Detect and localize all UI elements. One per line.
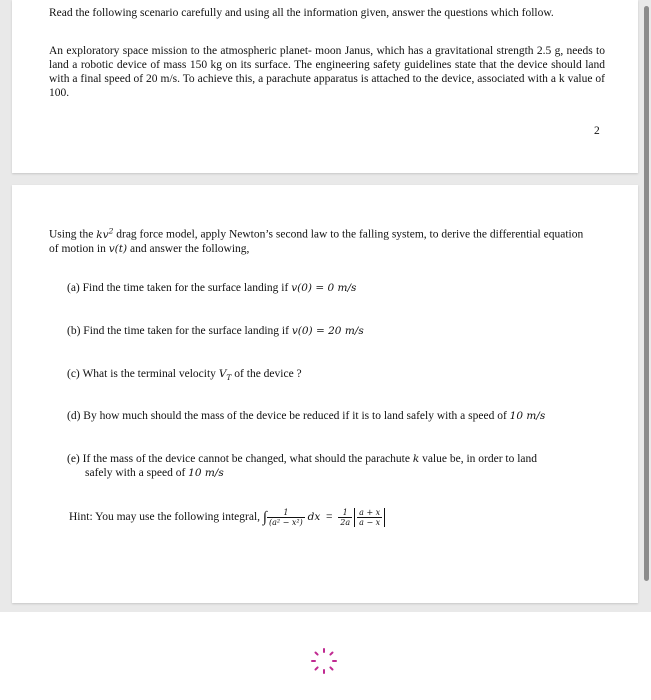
intro-part2: drag force model, apply Newton’s second law to the falling system, to derive the differential equation of motion in xyxy=(49,228,584,255)
question-b xyxy=(67,324,364,338)
hint-rhs-denominator: 2a xyxy=(340,518,351,527)
intro-part3: and answer the following, xyxy=(129,242,250,255)
instruction-text: Read the following scenario carefully and using all the information given, answer the questions which follow. xyxy=(49,7,554,19)
question-c-text: What is the terminal velocity xyxy=(82,368,216,380)
question-b-label: (b) xyxy=(67,325,81,337)
hint-equals: = xyxy=(326,511,333,524)
intro-kv2 xyxy=(96,226,114,241)
hint-denominator: (a² − x²) xyxy=(269,518,303,527)
hint-numerator: 1 xyxy=(267,508,305,518)
question-c-label: (c) xyxy=(67,368,80,380)
intro-part1: Using the xyxy=(49,228,94,241)
hint-rhs-numerator: 1 xyxy=(338,508,352,518)
question-d-label: (d) xyxy=(67,410,81,422)
question-d xyxy=(67,409,627,423)
hint xyxy=(69,508,385,527)
page-1 xyxy=(12,0,638,173)
scenario-text: An exploratory space mission to the atmospheric planet- moon Janus, which has a gravitational strength 2.5 g, needs to land a robotic device of mass 150 kg on its surface. The engineering safety guidelines state that the device should land with a final speed of 20 m/s. To achieve this, a parachute apparatus is attached to the device, associated with a k value of 100. xyxy=(49,45,605,99)
loading-spinner-icon xyxy=(309,646,339,676)
hint-label: Hint: You may use the following integral, xyxy=(69,511,261,524)
hint-fraction xyxy=(267,508,305,527)
page-number: 2 xyxy=(594,125,600,137)
integral-sign: ∫ xyxy=(262,509,267,526)
question-e-math: k xyxy=(412,453,420,465)
hint-dx: dx xyxy=(307,511,321,524)
question-e-label: (e) xyxy=(67,453,80,465)
intro-kv: kv xyxy=(96,228,109,241)
question-c-sub: T xyxy=(226,373,232,383)
hint-abs xyxy=(354,508,385,527)
scrollbar[interactable] xyxy=(644,6,649,581)
question-e-text: If the mass of the device cannot be changed, what should the parachute xyxy=(82,453,410,465)
question-e-line2 xyxy=(85,466,224,480)
question-e-math2: 10 m/s xyxy=(188,467,224,479)
question-e-text-after: value be, in order to land xyxy=(422,453,538,465)
intro-sup: 2 xyxy=(108,226,114,235)
hint-abs-numerator: a + x xyxy=(359,508,381,517)
question-b-math: v(0) = 20 m/s xyxy=(291,325,364,337)
hint-rhs-fraction xyxy=(338,508,352,527)
hint-abs-denominator: a − x xyxy=(359,518,381,527)
intro-vt: v(t) xyxy=(108,242,128,255)
question-a-math: v(0) = 0 m/s xyxy=(291,282,357,294)
question-e xyxy=(67,452,607,466)
intro-text xyxy=(49,224,589,256)
question-a xyxy=(67,281,356,295)
question-d-math: 10 m/s xyxy=(509,410,546,422)
question-e-line2-text: safely with a speed of xyxy=(85,467,186,479)
question-d-text: By how much should the mass of the device be reduced if it is to land safely with a speed of xyxy=(83,410,507,422)
page-2 xyxy=(12,185,638,603)
question-a-text: Find the time taken for the surface landing if xyxy=(82,282,289,294)
question-b-text: Find the time taken for the surface landing if xyxy=(83,325,289,337)
question-c xyxy=(67,367,302,385)
question-a-label: (a) xyxy=(67,282,80,294)
question-c-text-after: of the device ? xyxy=(234,368,302,380)
hint-abs-fraction xyxy=(357,508,382,527)
question-c-math: V xyxy=(218,368,227,380)
question-c-vt xyxy=(218,368,232,383)
